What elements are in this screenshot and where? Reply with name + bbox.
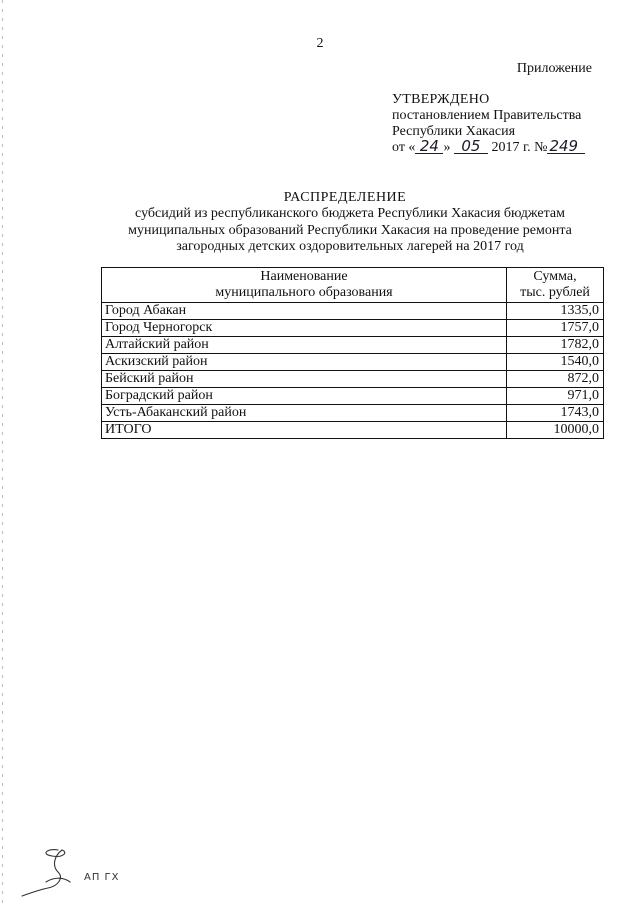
total-label: ИТОГО <box>102 422 507 439</box>
row-value: 1335,0 <box>507 303 604 320</box>
date-prefix: от « <box>392 140 416 155</box>
row-value: 971,0 <box>507 388 604 405</box>
footer-code: АП ГХ <box>84 872 120 883</box>
page-number: 2 <box>316 36 324 51</box>
appendix-label: Приложение <box>516 61 592 76</box>
handwritten-month: 05 <box>454 140 488 154</box>
header-sum-line-1: Сумма, <box>533 269 577 284</box>
table-row <box>102 337 604 354</box>
table-row <box>102 320 604 337</box>
document-subtitle <box>100 206 600 256</box>
approval-date-line <box>392 137 585 156</box>
handwritten-day: 24 <box>415 140 443 154</box>
header-name-line-2: муниципального образования <box>215 285 393 300</box>
year-text: 2017 г. № <box>487 140 548 155</box>
row-value: 872,0 <box>507 371 604 388</box>
table-row <box>102 354 604 371</box>
table-row <box>102 405 604 422</box>
row-name: Аскизский район <box>102 354 507 371</box>
handwritten-number: 249 <box>547 140 585 154</box>
scan-edge-mark <box>2 0 3 905</box>
row-name: Бейский район <box>102 371 507 388</box>
row-value: 1757,0 <box>507 320 604 337</box>
date-mid: » <box>443 140 454 155</box>
subtitle-line-2: муниципальных образований Республики Хакасия на проведение ремонта <box>128 222 572 238</box>
table-row <box>102 388 604 405</box>
approval-line-2: Республики Хакасия <box>392 124 516 139</box>
row-name: Усть-Абаканский район <box>102 405 507 422</box>
table-row <box>102 371 604 388</box>
row-name: Алтайский район <box>102 337 507 354</box>
row-value: 1782,0 <box>507 337 604 354</box>
row-name: Город Абакан <box>102 303 507 320</box>
header-name <box>102 268 507 303</box>
total-value: 10000,0 <box>507 422 604 439</box>
distribution-table <box>101 267 604 439</box>
row-value: 1540,0 <box>507 354 604 371</box>
approval-heading: УТВЕРЖДЕНО <box>392 92 490 107</box>
row-value: 1743,0 <box>507 405 604 422</box>
row-name: Боградский район <box>102 388 507 405</box>
approval-line-1: постановлением Правительства <box>392 108 582 123</box>
subtitle-line-1: субсидий из республиканского бюджета Республики Хакасия бюджетам <box>135 206 565 221</box>
document-title: РАСПРЕДЕЛЕНИЕ <box>283 190 407 205</box>
header-sum-line-2: тыс. рублей <box>520 285 590 300</box>
approval-block <box>392 92 585 156</box>
subtitle-line-3: загородных детских оздоровительных лагерей на 2017 год <box>176 239 524 254</box>
row-name: Город Черногорск <box>102 320 507 337</box>
signature-icon <box>18 842 88 900</box>
table-row <box>102 303 604 320</box>
header-sum <box>507 268 604 303</box>
table-header-row <box>102 268 604 303</box>
header-name-line-1: Наименование <box>260 269 348 284</box>
table-total-row <box>102 422 604 439</box>
